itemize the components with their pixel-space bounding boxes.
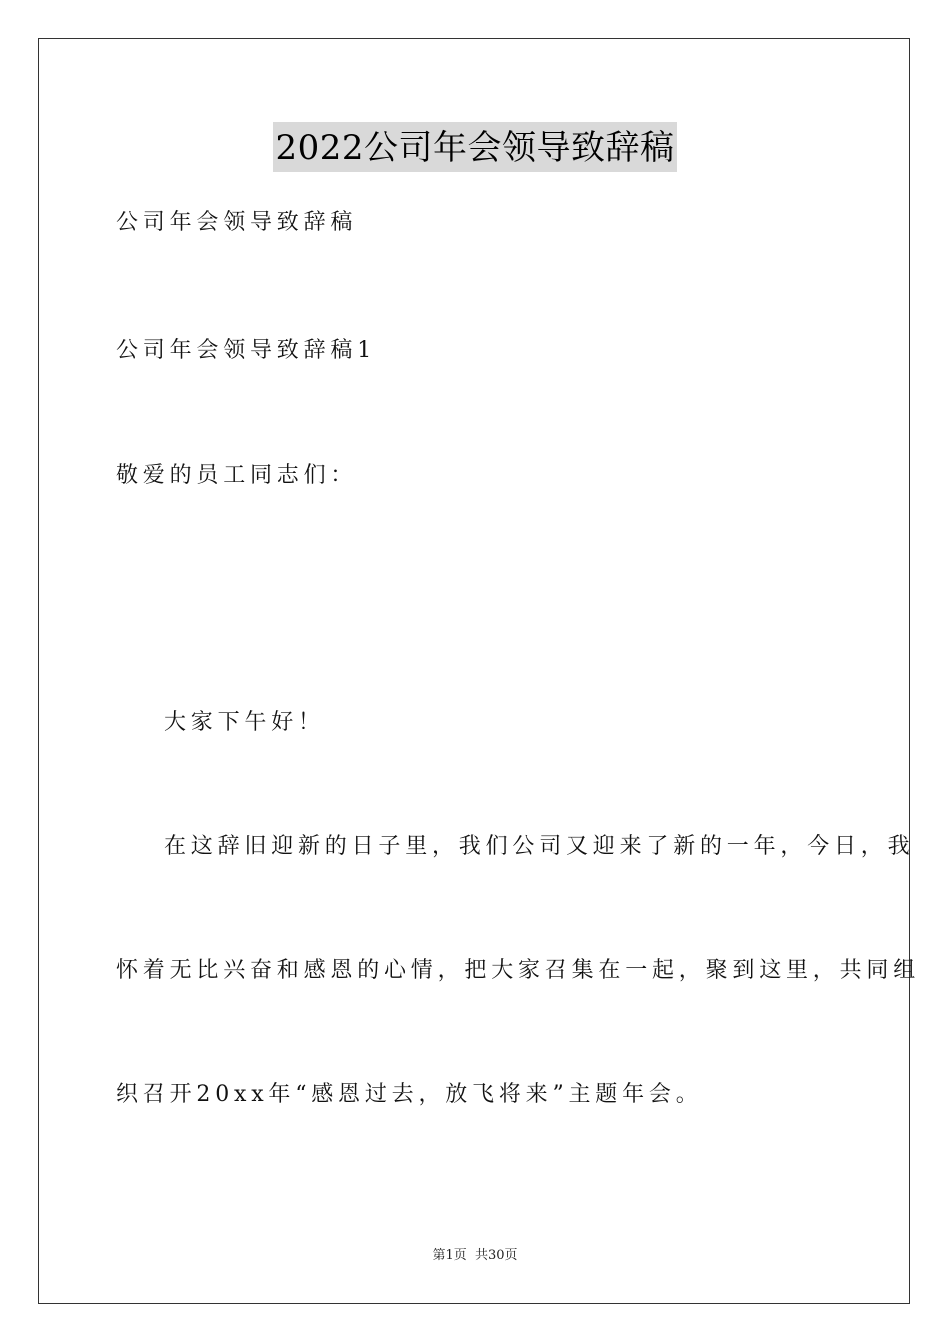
section-heading: 公司年会领导致辞稿1 — [116, 338, 376, 363]
opening-greeting: 大家下午好！ — [164, 710, 325, 735]
page-footer — [0, 1247, 950, 1265]
paragraph-line: 织召开20xx年“感恩过去，放飞将来”主题年会。 — [116, 1082, 703, 1107]
page-number: 第1页 共30页 — [432, 1248, 518, 1263]
salutation: 敬爱的员工同志们： — [116, 463, 358, 488]
title-container — [0, 122, 950, 172]
paragraph-line: 怀着无比兴奋和感恩的心情，把大家召集在一起，聚到这里，共同组 — [116, 958, 921, 983]
document-title: 2022公司年会领导致辞稿 — [273, 122, 676, 172]
paragraph-line: 在这辞旧迎新的日子里，我们公司又迎来了新的一年，今日，我 — [164, 834, 915, 859]
document-subtitle: 公司年会领导致辞稿 — [116, 210, 358, 235]
